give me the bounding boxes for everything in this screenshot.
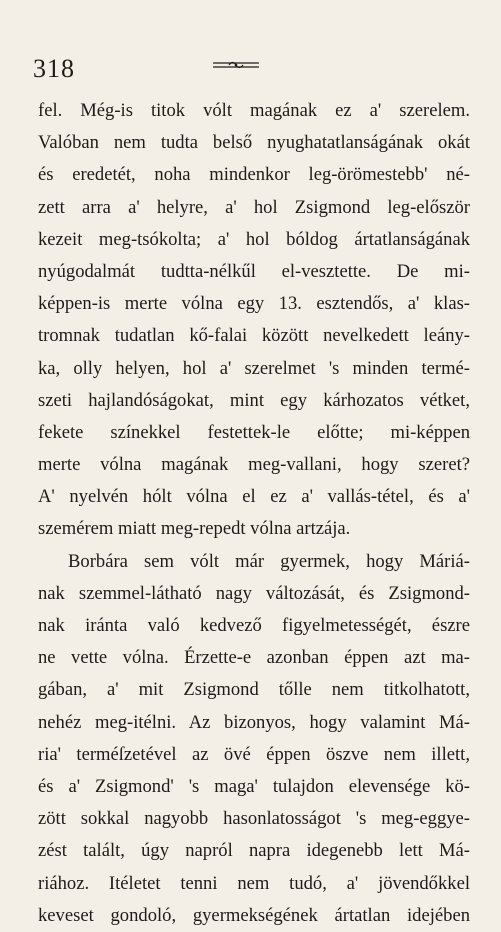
text-line: Borbára sem vólt már gyermek, hogy Máriá- <box>68 550 470 572</box>
text-line: zött sokkal nagyobb hasonlatosságot 's meg-eggye- <box>38 808 470 830</box>
text-line: keveset gondoló, gyermekségének ártatlan idejében <box>38 904 470 926</box>
ornament-icon <box>211 60 261 70</box>
text-line: és eredetét, noha mindenkor leg-örömestebb' né- <box>38 164 470 186</box>
text-line: tromnak tudatlan kő-falai között nevelkedett leány- <box>38 325 470 347</box>
text-line: kezeit meg-tsókolta; a' hol bóldog ártatlanságának <box>38 228 470 250</box>
text-line: fel. Még-is titok vólt magának ez a' szerelem. <box>38 100 470 121</box>
text-line: képpen-is merte vólna egy 13. esztendős, a' klas- <box>38 293 470 315</box>
text-line: riához. Itéletet tenni nem tudó, a' jövendőkkel <box>38 872 470 894</box>
text-line: A' nyelvén hólt vólna el ez a' vallás-tétel, és a' <box>38 486 470 508</box>
text-line: zést talált, úgy napról napra idegenebb lett Má- <box>38 840 470 862</box>
paragraph-2 <box>38 546 470 932</box>
text-line: fekete színekkel festettek-le előtte; mi-képpen <box>38 421 470 443</box>
text-line: nyúgodalmát tudtta-nélkűl el-vesztette. De mi- <box>38 260 470 282</box>
text-line: szeti hajlandóságokat, mint egy kárhozatos vétket, <box>38 389 470 411</box>
text-line: és a' Zsigmond' 's maga' tulajdon elevensége kö- <box>38 775 470 797</box>
text-line: szemérem miatt meg-repedt vólna artzája. <box>38 518 351 540</box>
text-line: Valóban nem tudta belső nyughatatlanságának okát <box>38 132 470 154</box>
text-line: zett arra a' helyre, a' hol Zsigmond leg-először <box>38 196 470 218</box>
text-line: merte vólna magának meg-vallani, hogy szeret? <box>38 454 470 476</box>
text-line: nak iránta való kedvező figyelmetességét, észre <box>38 615 470 636</box>
page-header <box>33 46 473 86</box>
text-line: ne vette vólna. Érzette-e azonban éppen azt ma- <box>38 647 470 669</box>
body-text <box>38 95 470 932</box>
text-line: ka, olly helyen, hol a' szerelmet 's minden termé- <box>38 357 470 379</box>
text-line: gában, a' mit Zsigmond tőlle nem titkolhatott, <box>38 679 470 701</box>
text-line: nak szemmel-látható nagy változását, és Zsigmond- <box>38 582 470 604</box>
text-line: nehéz meg-itélni. Az bizonyos, hogy valamint Má- <box>38 711 470 733</box>
paragraph-1 <box>38 95 470 546</box>
page-number: 318 <box>33 54 75 83</box>
text-line: ria' terméſzetével az övé éppen öszve nem illett, <box>38 743 470 765</box>
